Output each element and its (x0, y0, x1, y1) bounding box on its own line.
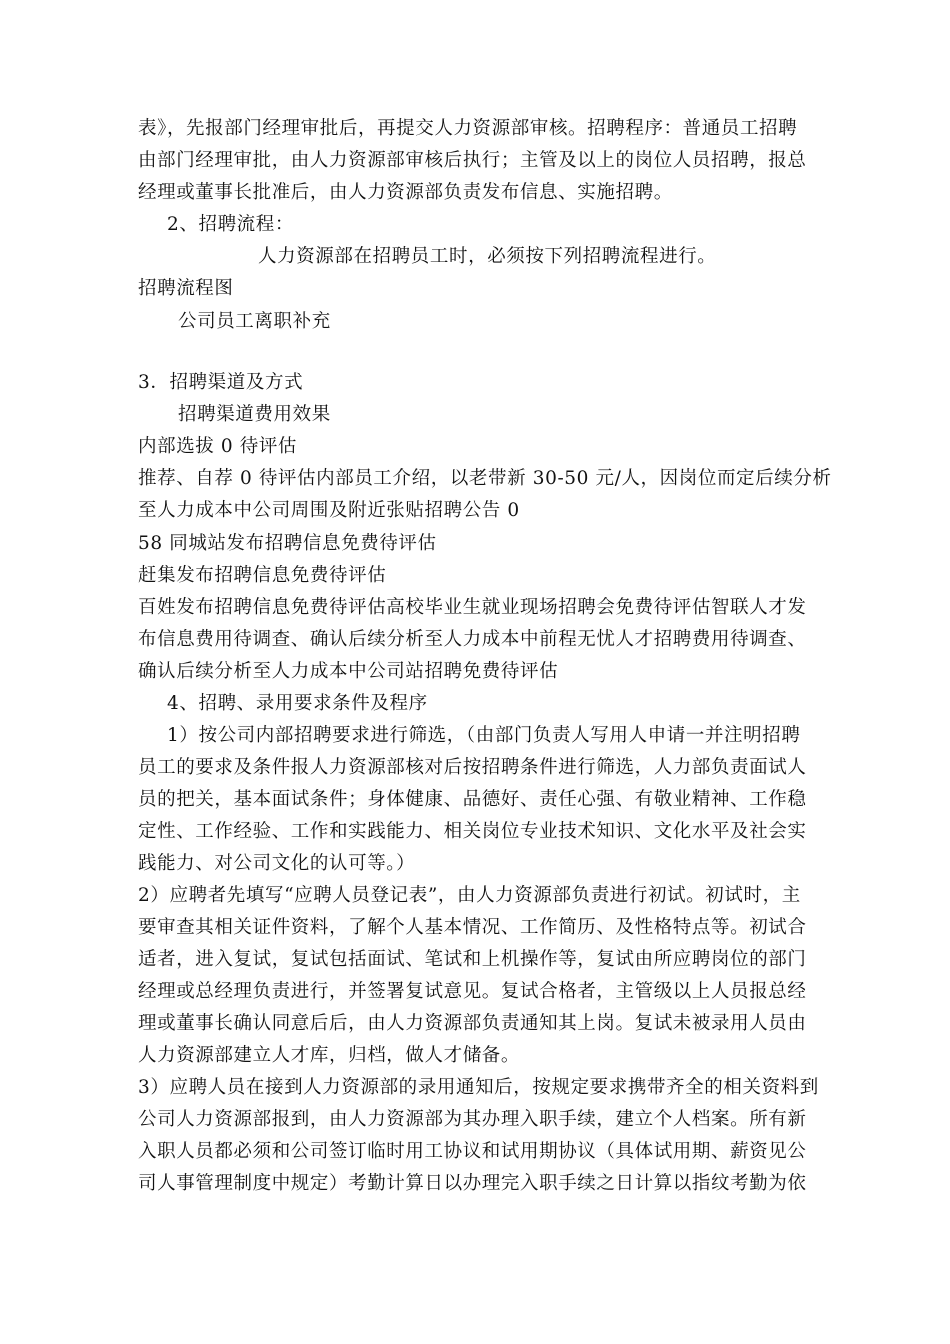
text-line: 由部门经理审批，由人力资源部审核后执行；主管及以上的岗位人员招聘，报总 (138, 150, 807, 171)
text-line: 员的把关，基本面试条件；身体健康、品德好、责任心强、有敬业精神、工作稳 (138, 789, 807, 810)
figure-caption: 招聘流程图 (138, 278, 234, 299)
text-line: 布信息费用待调查、确认后续分析至人力成本中前程无忧人才招聘费用待调查、 (138, 629, 807, 650)
text-line: 经理或董事长批准后，由人力资源部负责发布信息、实施招聘。 (138, 182, 673, 203)
text-line: 人力资源部建立人才库，归档，做人才储备。 (138, 1045, 521, 1066)
text-line: 司人事管理制度中规定）考勤计算日以办理完入职手续之日计算以指纹考勤为依 (138, 1173, 807, 1194)
text-line: 百姓发布招聘信息免费待评估高校毕业生就业现场招聘会免费待评估智联人才发 (138, 597, 807, 618)
text-line: 公司人力资源部报到，由人力资源部为其办理入职手续，建立个人档案。所有新 (138, 1109, 807, 1130)
section-heading: 2、招聘流程： (167, 214, 294, 235)
text-line: 2）应聘者先填写“应聘人员登记表”，由人力资源部负责进行初试。初试时，主 (138, 885, 801, 906)
text-line: 经理或总经理负责进行，并签署复试意见。复试合格者，主管级以上人员报总经 (138, 981, 807, 1002)
text-line: 适者，进入复试，复试包括面试、笔试和上机操作等，复试由所应聘岗位的部门 (138, 949, 807, 970)
text-line: 确认后续分析至人力成本中公司站招聘免费待评估 (138, 661, 559, 682)
text-line: 入职人员都必须和公司签订临时用工协议和试用期协议（具体试用期、薪资见公 (138, 1141, 807, 1162)
text-line: 表》，先报部门经理审批后，再提交人力资源部审核。招聘程序：普通员工招聘 (138, 118, 798, 139)
text-line: 定性、工作经验、工作和实践能力、相关岗位专业技术知识、文化水平及社会实 (138, 821, 807, 842)
text-line: 要审查其相关证件资料，了解个人基本情况、工作简历、及性格特点等。初试合 (138, 917, 807, 938)
section-heading: 4、招聘、录用要求条件及程序 (167, 693, 428, 714)
text-line: 推荐、自荐 0 待评估内部员工介绍，以老带新 30-50 元/人，因岗位而定后续分析 (138, 468, 832, 489)
text-line: 理或董事长确认同意后后，由人力资源部负责通知其上岗。复试未被录用人员由 (138, 1013, 807, 1034)
text-line: 践能力、对公司文化的认可等。） (138, 853, 416, 874)
text-line: 人力资源部在招聘员工时，必须按下列招聘流程进行。 (258, 246, 717, 267)
section-heading: 3．招聘渠道及方式 (138, 372, 304, 393)
text-line: 至人力成本中公司周围及附近张贴招聘公告 0 (138, 500, 520, 521)
text-line: 1）按公司内部招聘要求进行筛选，（由部门负责人写用人申请一并注明招聘 (167, 725, 801, 746)
text-line: 赶集发布招聘信息免费待评估 (138, 565, 387, 586)
text-line: 58 同城站发布招聘信息免费待评估 (138, 533, 437, 554)
text-line: 3）应聘人员在接到人力资源部的录用通知后，按规定要求携带齐全的相关资料到 (138, 1077, 819, 1098)
text-line: 员工的要求及条件报人力资源部核对后按招聘条件进行筛选，人力部负责面试人 (138, 757, 807, 778)
table-header: 招聘渠道费用效果 (178, 404, 331, 425)
text-line: 内部选拔 0 待评估 (138, 436, 298, 457)
text-line: 公司员工离职补充 (178, 311, 331, 332)
